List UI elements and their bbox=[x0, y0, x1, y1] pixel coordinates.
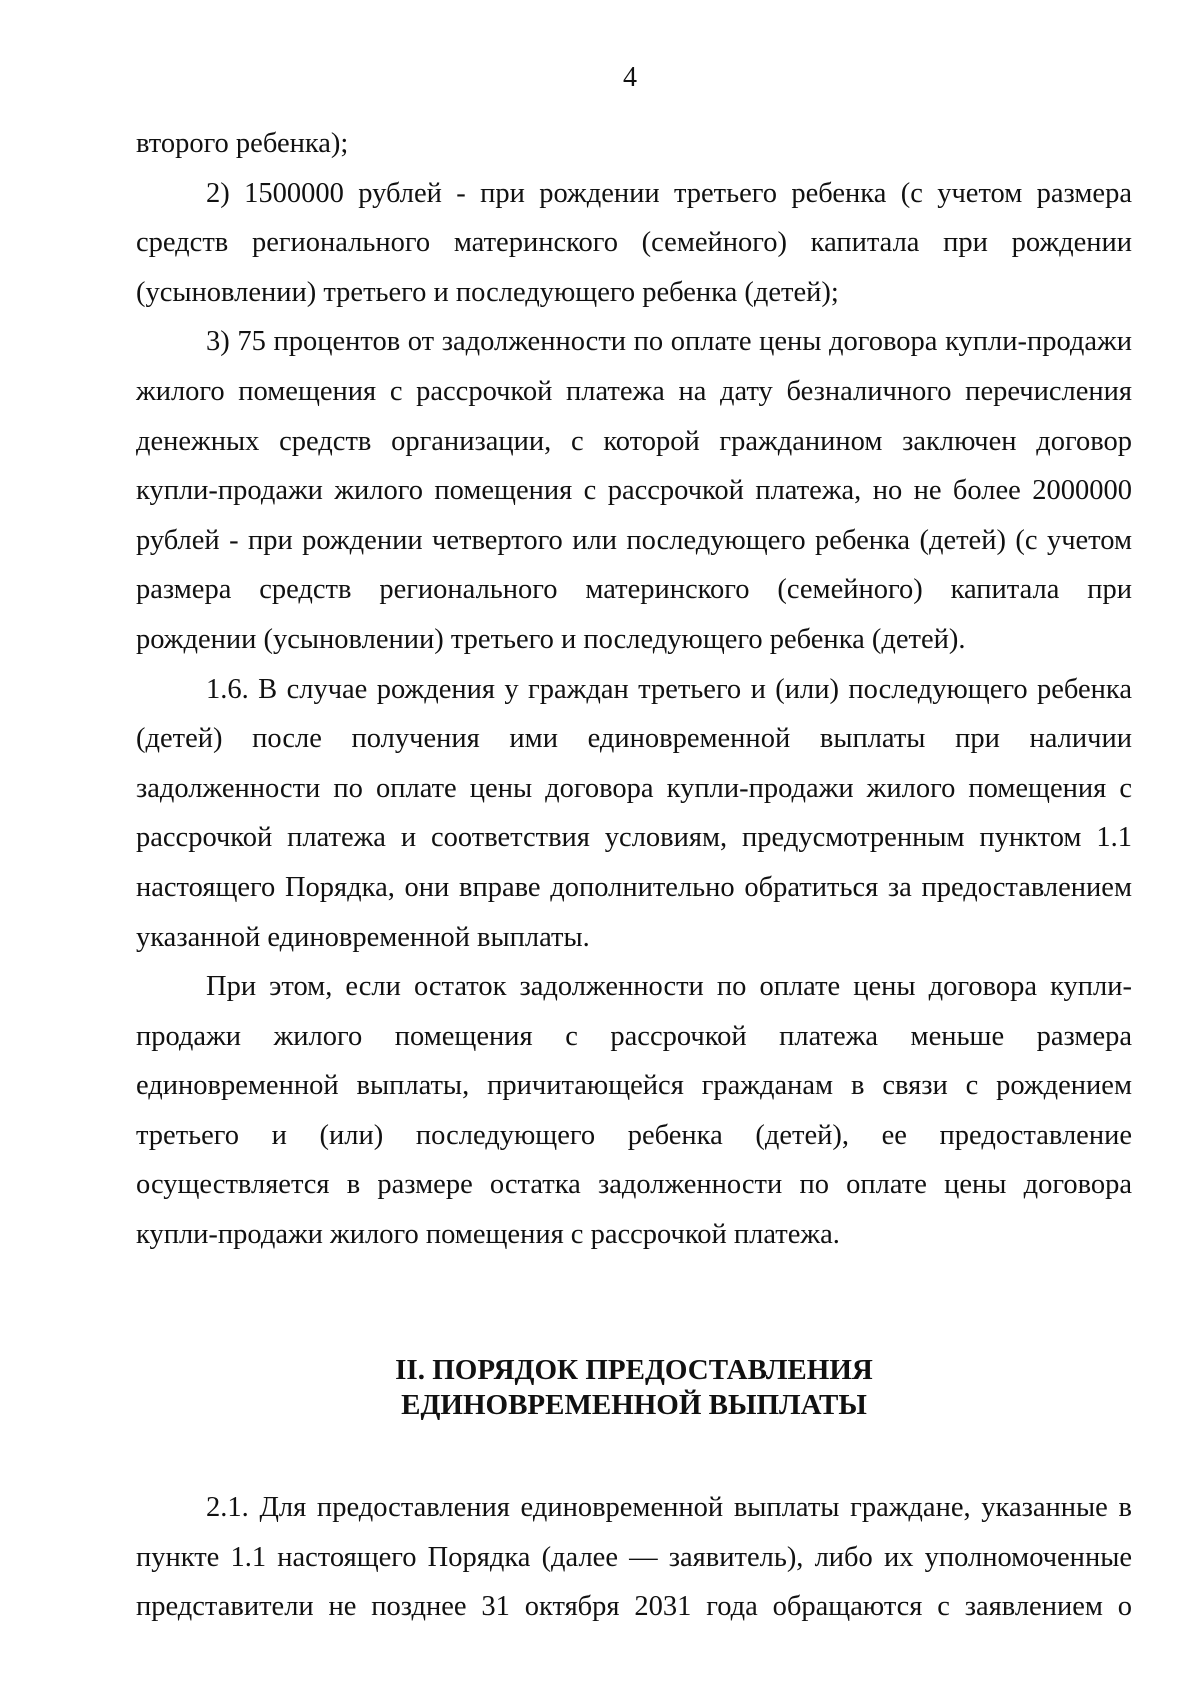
body-text-top bbox=[136, 119, 1132, 1260]
section-heading-line-2: ЕДИНОВРЕМЕННОЙ ВЫПЛАТЫ bbox=[401, 1389, 867, 1421]
paragraph-item-3: 3) 75 процентов от задолженности по оплате цены договора купли-продажи жилого помещения с рассрочкой платежа на дату безналичного перечисления денежных средств организации, с которой гражданином заключен договор купли-продажи жилого помещения с рассрочкой платежа, но не более 2000000 рублей - при рождении четвертого или последующего ребенка (детей) (с учетом размера средств регионального материнского (семейного) капитала при рождении (усыновлении) третьего и последующего ребенка (детей). bbox=[136, 326, 1132, 655]
paragraph-2-1: 2.1. Для предоставления единовременной выплаты граждане, указанные в пункте 1.1 настоящего Порядка (далее — заявитель), либо их уполномоченные представители не позднее 31 октября 2031 года обращаются с заявлением о bbox=[136, 1492, 1132, 1623]
section-heading-line-1: II. ПОРЯДОК ПРЕДОСТАВЛЕНИЯ bbox=[395, 1354, 873, 1386]
page-number: 4 bbox=[623, 62, 637, 93]
section-heading bbox=[136, 1353, 1132, 1423]
paragraph-remainder: При этом, если остаток задолженности по оплате цены договора купли-продажи жилого помещения с рассрочкой платежа меньше размера единовременной выплаты, причитающейся гражданам в связи с рождением третьего и (или) последующего ребенка (детей), ее предоставление осуществляется в размере остатка задолженности по оплате цены договора купли-продажи жилого помещения с рассрочкой платежа. bbox=[136, 971, 1132, 1251]
paragraph-continuation: второго ребенка); bbox=[136, 128, 349, 159]
paragraph-1-6: 1.6. В случае рождения у граждан третьего и (или) последующего ребенка (детей) после получения ими единовременной выплаты при наличии задолженности по оплате цены договора купли-продажи жилого помещения с рассрочкой платежа и соответствия условиям, предусмотренным пунктом 1.1 настоящего Порядка, они вправе дополнительно обратиться за предоставлением указанной единовременной выплаты. bbox=[136, 673, 1132, 953]
paragraph-item-2: 2) 1500000 рублей - при рождении третьего ребенка (с учетом размера средств регионального материнского (семейного) капитала при рождении (усыновлении) третьего и последующего ребенка (детей); bbox=[136, 177, 1132, 308]
body-text-bottom bbox=[136, 1483, 1132, 1632]
